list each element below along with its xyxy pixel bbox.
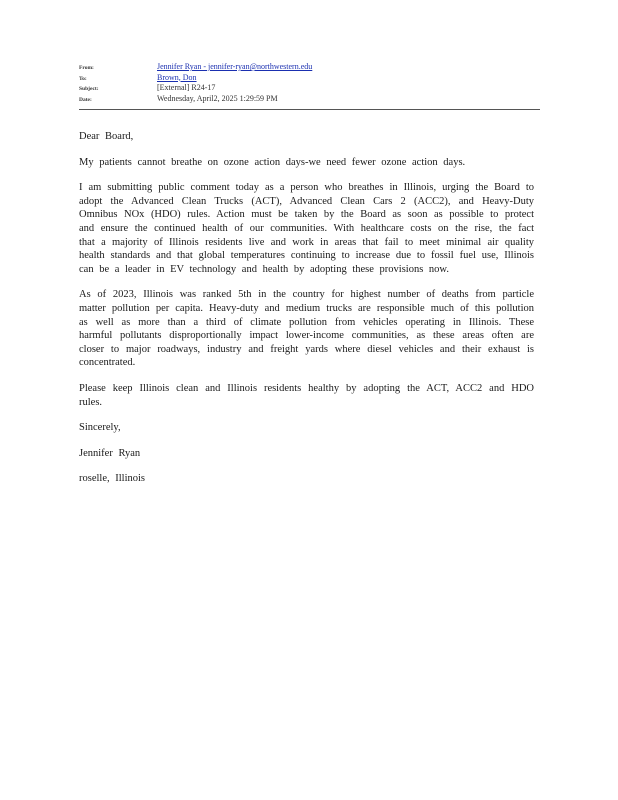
signature-location: roselle, Illinois bbox=[79, 473, 145, 485]
signature-name: Jennifer Ryan bbox=[79, 447, 141, 459]
paragraph-4: Please keep Illinois clean and Illinois residents healthy by adopting the ACT, ACC2 and HDO rules. bbox=[79, 382, 534, 408]
from-label: From: bbox=[79, 65, 94, 71]
email-body bbox=[79, 130, 534, 498]
from-row bbox=[79, 62, 540, 73]
paragraph-1: My patients cannot breathe on ozone action days-we need fewer ozone action days. bbox=[79, 156, 466, 168]
subject-label: Subject: bbox=[79, 86, 99, 92]
subject-row bbox=[79, 83, 540, 94]
to-row bbox=[79, 73, 540, 84]
date-row bbox=[79, 94, 540, 105]
email-header bbox=[79, 62, 540, 104]
paragraph-2: I am submitting public comment today as a person who breathes in Illinois, urging the Board to adopt the Advanced Clean Trucks (ACT), Advanced Clean Cars 2 (ACC2), and Heavy-Duty Omnibus NOx (HDO) rules. Action must be taken by the Board as soon as possible to protect and ensure the continued health of our communities. With healthcare costs on the rise, the fact that a majority of Illinois residents live and work in areas that fail to meet minimal air quality health standards and that global temperatures continuing to increase due to fossil fuel use, Illinois can be a leader in EV technology and health by adopting these provisions now. bbox=[79, 182, 534, 275]
to-recipient-link[interactable]: Brown, Don bbox=[157, 72, 197, 82]
date-label: Date: bbox=[79, 96, 92, 103]
closing: Sincerely, bbox=[79, 422, 121, 434]
salutation: Dear Board, bbox=[79, 131, 134, 142]
from-email-link[interactable]: Jennifer Ryan - jennifer-ryan@northwestern.edu bbox=[157, 62, 313, 71]
header-divider bbox=[79, 109, 540, 110]
paragraph-3: As of 2023, Illinois was ranked 5th in the country for highest number of deaths from particle matter pollution per capita. Heavy-duty and medium trucks are responsible much of this pollution as well as more than a third of climate pollution from vehicles operating in Illinois. These harmful pollutants disproportionally impact lower-income communities, as these areas often are closer to major roadways, industry and freight yards where diesel vehicles and their exhaust is concentrated. bbox=[79, 289, 534, 369]
subject-value: [External] R24-17 bbox=[157, 83, 216, 92]
to-label: To: bbox=[79, 75, 87, 82]
date-value: Wednesday, April2, 2025 1:29:59 PM bbox=[157, 93, 278, 103]
